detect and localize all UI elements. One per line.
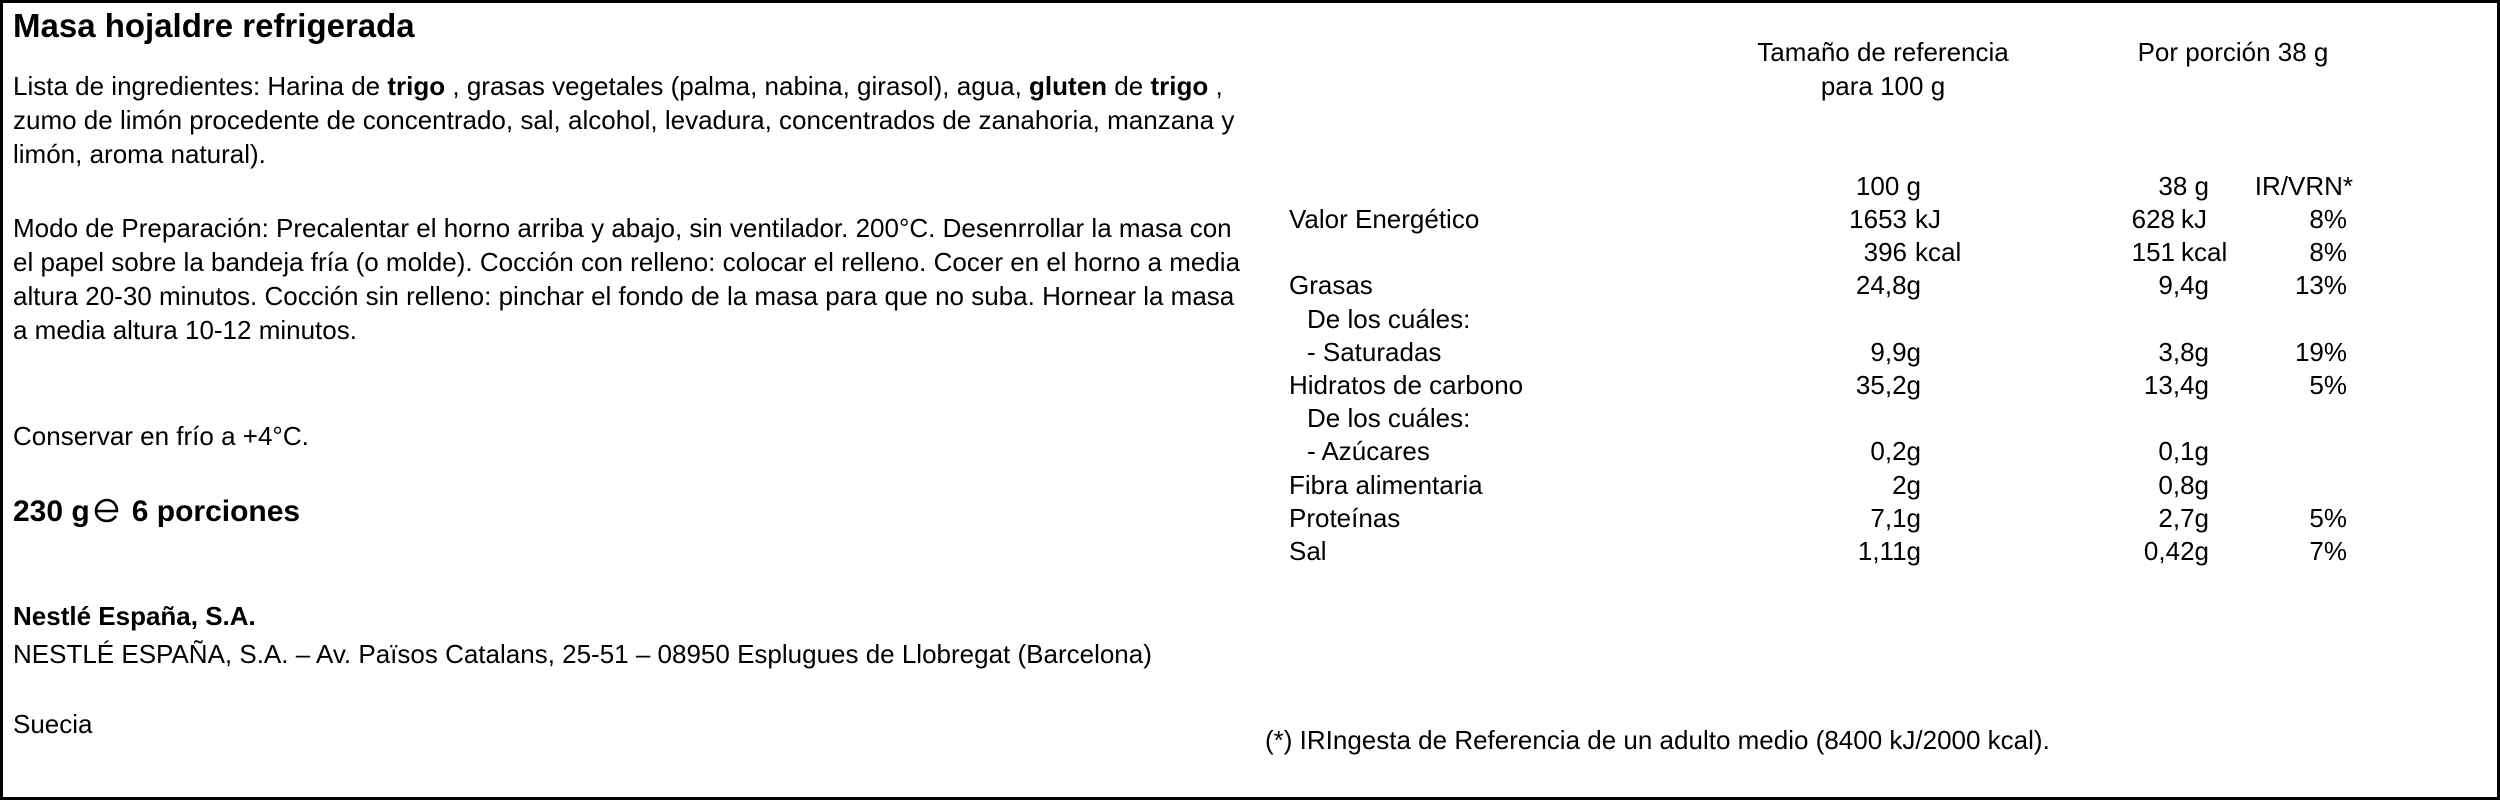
value-portion: 9,4g [2158, 270, 2209, 301]
value-100g: 7,1g [1870, 502, 1921, 533]
value-portion: 151 [2131, 237, 2175, 268]
ingredients-text-2: , grasas vegetales (palma, nabina, girasol), agua, [452, 71, 1022, 101]
value-100g: 2g [1892, 469, 1921, 500]
nutrient-label: Fibra alimentaria [1289, 469, 1483, 500]
manufacturer-name: Nestlé España, S.A. [13, 601, 256, 631]
ingredients-label: Lista de ingredientes: [13, 71, 261, 101]
ingredients-text-3: de [1114, 71, 1144, 101]
nutrient-label: Proteínas [1289, 502, 1401, 533]
reference-intake-footnote: (*) IRIngesta de Referencia de un adulto medio (8400 kJ/2000 kcal). [1265, 725, 2050, 755]
value-portion: 2,7g [2158, 502, 2209, 533]
header-per-portion: Por porción 38 g [2137, 37, 2329, 67]
nutrition-row [3, 203, 2497, 236]
unit-reference-intake: IR/VRN* [2254, 171, 2353, 201]
nutrition-row [3, 269, 2497, 302]
header-reference-text: Tamaño de referencia para 100 g [1757, 37, 2009, 101]
value-100g: 9,9g [1870, 336, 1921, 367]
unit-portion-energy: kcal [2181, 237, 2228, 268]
value-portion: 3,8g [2158, 336, 2209, 367]
value-portion: 0,42g [2143, 535, 2209, 566]
reference-intake-percent: 13% [2294, 270, 2347, 301]
ingredients-text-4: , zumo de limón procedente de concentrado, sal, alcohol, levadura, concentrados de zanahoria, manzana y limón, aroma natural). [13, 71, 1235, 169]
nutrient-label: Valor Energético [1289, 204, 1480, 234]
nutrition-row [3, 535, 2497, 568]
nutrient-label: De los cuáles: [1307, 303, 1471, 334]
manufacturer-address: NESTLÉ ESPAÑA, S.A. – Av. Països Catalans, 25-51 – 08950 Esplugues de Llobregat (Barcelona) [13, 639, 1152, 669]
value-100g: 0,2g [1870, 436, 1921, 467]
reference-intake-percent: 19% [2294, 336, 2347, 367]
nutrition-row [3, 369, 2497, 402]
reference-intake-percent: 5% [2309, 369, 2347, 400]
nutrition-row [3, 435, 2497, 468]
value-100g: 24,8g [1855, 270, 1921, 301]
nutrient-label: De los cuáles: [1307, 403, 1471, 434]
unit-100g-energy: kJ [1915, 204, 1941, 234]
nutrient-label: Sal [1289, 535, 1327, 566]
allergen-wheat-2: trigo [1150, 71, 1209, 101]
unit-100g: 100 g [1855, 171, 1921, 201]
unit-portion-energy: kJ [2181, 204, 2207, 234]
units-row [3, 169, 2497, 203]
ingredients-text-1: Harina de [267, 71, 381, 101]
net-weight: 230 g [13, 495, 90, 528]
reference-intake-percent: 8% [2309, 237, 2347, 268]
value-100g: 1653 [1849, 204, 1907, 234]
header-reference-size [1723, 35, 2043, 103]
country-of-origin: Suecia [13, 709, 93, 739]
portions-count: 6 porciones [131, 495, 301, 528]
product-title: Masa hojaldre refrigerada [13, 7, 415, 44]
unit-100g-energy: kcal [1915, 237, 1962, 268]
preparation-paragraph: Modo de Preparación: Precalentar el horno arriba y abajo, sin ventilador. 200°C. Desenrrollar la masa con el papel sobre la bandeja fría (o molde). Cocción con relleno: colocar el relleno. Cocer en el horno a media altura 20-30 minutos. Cocción sin relleno: pinchar el fondo de la masa para que no suba. Hornear la masa a media altura 10-12 minutos. [13, 213, 1241, 345]
nutrition-row [3, 469, 2497, 502]
reference-intake-percent: 8% [2309, 204, 2347, 234]
allergen-wheat: trigo [387, 71, 446, 101]
reference-intake-percent: 7% [2309, 535, 2347, 566]
value-portion: 0,1g [2158, 436, 2209, 467]
allergen-gluten: gluten [1029, 71, 1108, 101]
value-portion: 628 [2131, 204, 2175, 234]
nutrient-label: - Saturadas [1307, 336, 1442, 367]
nutrition-row [3, 502, 2497, 535]
nutrient-label: Hidratos de carbono [1289, 369, 1524, 400]
value-100g: 1,11g [1857, 535, 1921, 566]
reference-intake-percent: 5% [2309, 502, 2347, 533]
nutrition-row [3, 236, 2497, 269]
value-portion: 13,4g [2143, 369, 2209, 400]
storage-text: Conservar en frío a +4°C. [13, 421, 309, 451]
nutrition-rows [3, 203, 2497, 568]
value-100g: 396 [1863, 237, 1907, 268]
nutrient-label: - Azúcares [1307, 436, 1430, 467]
nutrition-row [3, 303, 2497, 336]
nutrition-row [3, 402, 2497, 435]
nutrition-row [3, 336, 2497, 369]
value-portion: 0,8g [2158, 469, 2209, 500]
value-100g: 35,2g [1855, 369, 1921, 400]
nutrient-label: Grasas [1289, 270, 1373, 301]
unit-portion: 38 g [2158, 171, 2209, 201]
nutrition-table [3, 3, 2497, 797]
